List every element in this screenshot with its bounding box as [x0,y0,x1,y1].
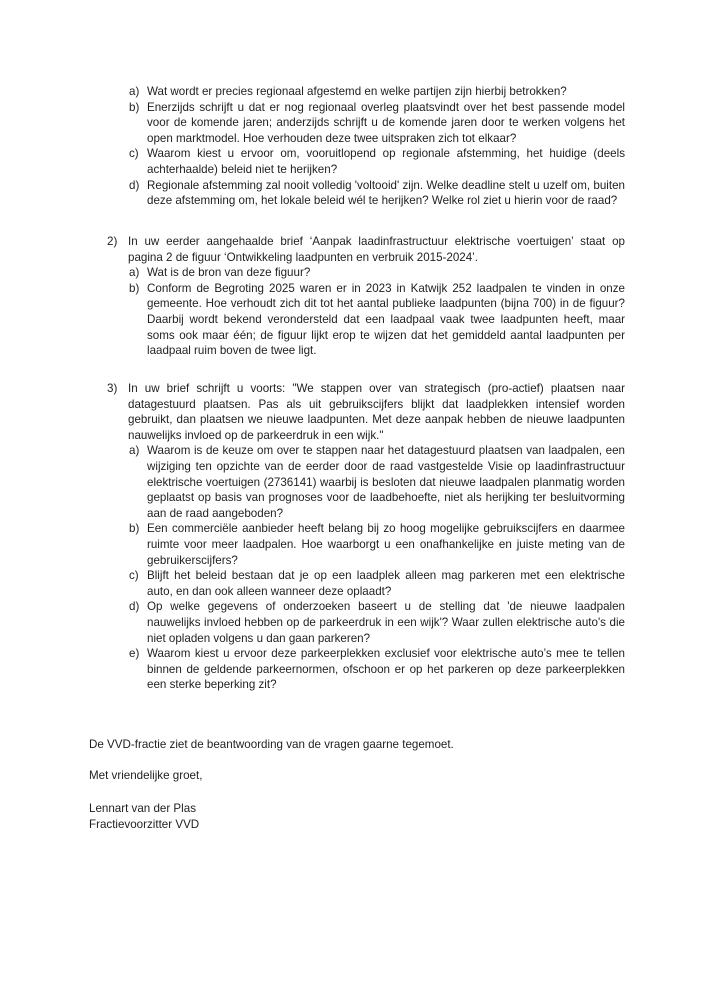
q3-sub-a-label: a) [129,444,140,458]
q3-text: In uw brief schrijft u voorts: "We stappen over van strategisch (pro-actief) plaatsen naar datagestuurd plaatsen. Pas als uit gebruikscijfers blijkt dat laadplekken intensief worden gebruikt, dan plaatsen we nieuwe laadpunten. Met deze aanpak hebben de nieuwe laadpunten nauwelijks invloed op de parkeerdruk in een wijk." [128,382,625,442]
q2-text: In uw eerder aangehaalde brief ‘Aanpak laadinfrastructuur elektrische voertuigen’ staat op pagina 2 de figuur ‘Ontwikkeling laadpunten en verbruik 2015-2024’. [128,235,625,264]
signatory-name: Lennart van der Plas [89,802,196,815]
q2-sub-a-text: Wat is de bron van deze figuur? [147,266,311,280]
q3-sub-a-text: Waarom is de keuze om over te stappen naar het datagestuurd plaatsen van laadpalen, een wijziging ten opzichte van de eerder door de raad vastgestelde Visie op laadinfrastructuur elektrische voertuigen (2736141) waarbij is besloten dat nieuwe laadpalen planmatig worden geplaatst op basis van prognoses voor de laadbehoefte, niet als herijking ter besluitvorming aan de raad aangeboden? [147,444,625,520]
q3-sub-c-label: c) [129,569,139,583]
q3-sub-d-text: Op welke gegevens of onderzoeken baseert u de stelling dat 'de nieuwe laadpalen nauwelijks invloed hebben op de parkeerdruk in een wijk'? Waar zullen elektrische auto's die niet opladen volgens u dan gaan parkeren? [147,600,625,645]
q3-label: 3) [107,382,118,395]
q1-sub-b [129,100,625,147]
q3-sub-e-label: e) [129,647,140,661]
q3-sub-d [129,599,625,646]
q2-sub-a [129,265,625,281]
q1-sub-a [129,84,625,100]
q3-sub-d-label: d) [129,600,140,614]
q2-label: 2) [107,235,118,248]
q1-sub-c-label: c) [129,147,139,161]
q1-sub-c [129,146,625,177]
q2-sub-a-label: a) [129,266,140,280]
q3-sub-a [129,443,625,521]
q1-sub-d [129,178,625,209]
q1-sub-c-text: Waarom kiest u ervoor om, vooruitlopend op regionale afstemming, het huidige (deels achterhaalde) beleid niet te herijken? [147,147,625,176]
q2-sub-b [129,281,625,359]
closing-greeting: Met vriendelijke groet, [89,769,203,782]
question-2 [0,234,708,359]
signatory-title: Fractievoorzitter VVD [89,818,200,831]
q3-sub-e-text: Waarom kiest u ervoor deze parkeerplekken exclusief voor elektrische auto’s mee te tellen binnen de geldende parkeernormen, ofschoon er op het parkeren op deze parkeerplekken een sterke beperking zit? [147,647,625,692]
q2-sub-b-text: Conform de Begroting 2025 waren er in 2023 in Katwijk 252 laadpalen te vinden in onze gemeente. Hoe verhoudt zich dit tot het aantal publieke laadpunten (bijna 700) in de figuur? Daarbij wordt bekend verondersteld dat een laadpaal vaak twee laadpunten heeft, maar soms ook maar één; de figuur lijkt erop te wijzen dat het gemiddeld aantal laadpunten per laadpaal ruim boven de twee ligt. [147,281,625,358]
question-3 [0,381,708,693]
q2-sub-b-label: b) [129,281,140,295]
q3-sub-b [129,521,625,568]
q1-sub-d-text: Regionale afstemming zal nooit volledig 'voltooid' zijn. Welke deadline stelt u uzelf om, buiten deze afstemming om, het lokale beleid wél te herijken? Welke rol ziet u hierin voor de raad? [147,178,625,208]
q3-sub-e [129,646,625,693]
q3-sub-b-label: b) [129,522,140,536]
q1-sub-d-label: d) [129,178,140,192]
q3-sub-c-text: Blijft het beleid bestaan dat je op een laadplek alleen mag parkeren met een elektrische auto, en dan ook alleen wanneer deze oplaadt? [147,569,625,598]
q2-main [107,234,625,265]
q1-sub-a-text: Wat wordt er precies regionaal afgestemd en welke partijen zijn hierbij betrokken? [147,85,567,98]
q3-sub-b-text: Een commerciële aanbieder heeft belang bij zo hoog mogelijke gebruikscijfers en daarmee ruimte voor meer laadpalen. Hoe waarborgt u een onafhankelijke en juiste meting van de gebruikerscijfers? [147,522,625,567]
q1-sub-b-label: b) [129,100,140,114]
q3-main [107,381,625,443]
q3-sub-c [129,568,625,599]
q1-sub-b-text: Enerzijds schrijft u dat er nog regionaal overleg plaatsvindt over het best passende model voor de komende jaren; anderzijds schrijft u de komende jaren door te werken volgens het open marktmodel. Hoe verhouden deze twee uitspraken zich tot elkaar? [147,100,625,145]
question-1-subitems [0,84,708,209]
closing-statement: De VVD-fractie ziet de beantwoording van de vragen gaarne tegemoet. [89,738,454,751]
q1-sub-a-label: a) [129,85,140,98]
